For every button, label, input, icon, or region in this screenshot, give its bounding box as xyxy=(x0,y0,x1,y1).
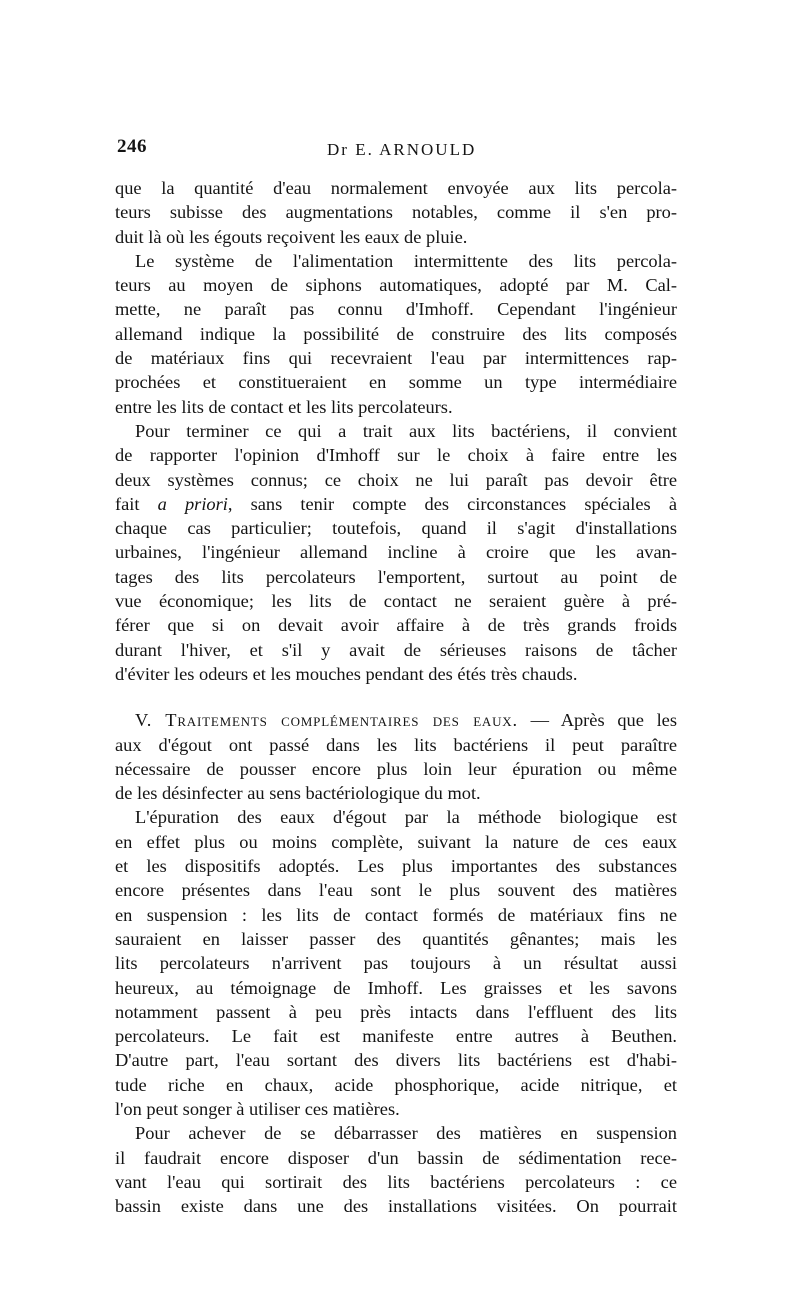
text-line: férer que si on devait avoir affaire à de très grands froids xyxy=(115,615,677,636)
paragraph xyxy=(115,708,677,805)
text-line: l'on peut songer à utiliser ces matières. xyxy=(115,1098,400,1119)
text-line: Pour terminer ce qui a trait aux lits bactériens, il convient xyxy=(135,420,677,441)
text-line: de rapporter l'opinion d'Imhoff sur le choix à faire entre les xyxy=(115,445,677,466)
paragraph xyxy=(115,176,677,249)
text-line: D'autre part, l'eau sortant des divers lits bactériens est d'habi- xyxy=(115,1050,677,1071)
text-line: L'épuration des eaux d'égout par la méthode biologique est xyxy=(135,807,677,828)
text-line: lits percolateurs n'arrivent pas toujours à un résultat aussi xyxy=(115,953,677,974)
section-heading: V. Traitements complémentaires des eaux. xyxy=(135,710,518,731)
text-line: percolateurs. Le fait est manifeste entre autres à Beuthen. xyxy=(115,1026,677,1047)
text-line: urbaines, l'ingénieur allemand incline à croire que les avan- xyxy=(115,542,677,563)
text-line: encore présentes dans l'eau sont le plus souvent des matières xyxy=(115,880,677,901)
text-line: bassin existe dans une des installations visitées. On pourrait xyxy=(115,1196,677,1217)
text-line: deux systèmes connus; ce choix ne lui paraît pas devoir être xyxy=(115,469,677,490)
text-line: vant l'eau qui sortirait des lits bactériens percolateurs : ce xyxy=(115,1171,677,1192)
text-line: vue économique; les lits de contact ne seraient guère à pré- xyxy=(115,591,677,612)
text-line: en effet plus ou moins complète, suivant la nature de ces eaux xyxy=(115,831,677,852)
text-line: d'éviter les odeurs et les mouches pendant des étés très chauds. xyxy=(115,663,578,684)
text-line: aux d'égout ont passé dans les lits bactériens il peut paraître xyxy=(115,734,677,755)
text-line: prochées et constitueraient en somme un type intermédiaire xyxy=(115,372,677,393)
page-number: 246 xyxy=(117,136,147,157)
text-line: tages des lits percolateurs l'emportent, surtout au point de xyxy=(115,566,677,587)
text-line: tude riche en chaux, acide phosphorique, acide nitrique, et xyxy=(115,1074,677,1095)
text-line: Le système de l'alimentation intermittente des lits percola- xyxy=(135,250,677,271)
text-fragment: , sans tenir compte des circonstances spéciales à xyxy=(227,493,677,514)
header-author: Dr E. ARNOULD xyxy=(327,140,477,159)
paragraph xyxy=(115,249,677,419)
text-line: Pour achever de se débarrasser des matières en suspension xyxy=(135,1123,677,1144)
paragraph xyxy=(115,419,677,686)
text-line: duit là où les égouts reçoivent les eaux de pluie. xyxy=(115,226,468,247)
text-line-with-italic xyxy=(115,492,677,516)
paragraph xyxy=(115,1121,677,1218)
text-line: durant l'hiver, et s'il y avait de sérieuses raisons de tâcher xyxy=(115,639,677,660)
text-line: entre les lits de contact et les lits percolateurs. xyxy=(115,396,453,417)
body-text xyxy=(115,176,677,1218)
text-line: heureux, au témoignage de Imhoff. Les graisses et les savons xyxy=(115,977,677,998)
text-line: que la quantité d'eau normalement envoyée aux lits percola- xyxy=(115,178,677,198)
text-fragment: fait xyxy=(115,493,158,514)
italic-phrase: a priori xyxy=(157,493,228,514)
text-line: en suspension : les lits de contact formés de matériaux fins ne xyxy=(115,904,677,925)
text-line: sauraient en laisser passer des quantités gênantes; mais les xyxy=(115,928,677,949)
text-line: mette, ne paraît pas connu d'Imhoff. Cependant l'ingénieur xyxy=(115,299,677,320)
paragraph xyxy=(115,805,677,1121)
text-line: notamment passent à peu près intacts dans l'effluent des lits xyxy=(115,1001,677,1022)
text-line: teurs subisse des augmentations notables, comme il s'en pro- xyxy=(115,202,677,223)
text-line: et les dispositifs adoptés. Les plus importantes des substances xyxy=(115,856,677,877)
text-line: de les désinfecter au sens bactériologique du mot. xyxy=(115,783,481,804)
text-line: nécessaire de pousser encore plus loin leur épuration ou même xyxy=(115,758,677,779)
section-spacer xyxy=(115,686,677,708)
text-line: de matériaux fins qui recevraient l'eau par intermittences rap- xyxy=(115,348,677,369)
running-head xyxy=(117,136,677,164)
text-line: il faudrait encore disposer d'un bassin de sédimentation rece- xyxy=(115,1147,677,1168)
text-line: teurs au moyen de siphons automatiques, adopté par M. Cal- xyxy=(115,275,677,296)
text-line: allemand indique la possibilité de construire des lits composés xyxy=(115,323,677,344)
text-fragment: — Après que les xyxy=(517,710,677,731)
text-line: chaque cas particulier; toutefois, quand il s'agit d'installations xyxy=(115,518,677,539)
section-heading-line xyxy=(115,708,677,732)
